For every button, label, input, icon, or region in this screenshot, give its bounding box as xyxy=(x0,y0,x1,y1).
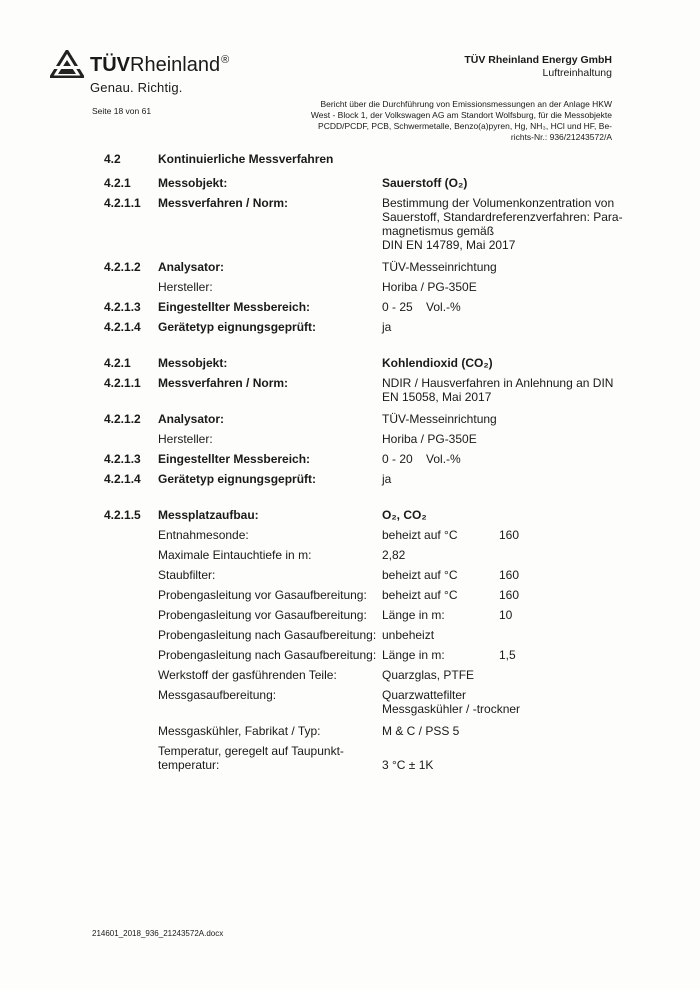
co2-hersteller: Hersteller: Horiba / PG-350E xyxy=(158,432,477,446)
setup-row-label: Werkstoff der gasführenden Teile: xyxy=(158,668,337,682)
setup-row-extra: 160 xyxy=(499,568,520,582)
setup-row xyxy=(104,548,624,568)
co2-messverfahren: 4.2.1.1 Messverfahren / Norm: NDIR / Hausverfahren in Anlehnung an DIN EN 15058, Mai 2017 xyxy=(104,376,614,404)
setup-row-label: Probengasleitung nach Gasaufbereitung: xyxy=(158,628,377,642)
document-body xyxy=(104,152,624,774)
triangle-logo-icon xyxy=(50,50,84,78)
setup-row-extra: 10 xyxy=(499,608,513,622)
setup-row-value: beheizt auf °C xyxy=(382,588,458,602)
setup-row-extra: 1,5 xyxy=(499,648,516,662)
section-heading: 4.2 Kontinuierliche Messverfahren xyxy=(104,152,334,166)
setup-row-cooler: Messgaskühler, Fabrikat / Typ: M & C / PSS 5 xyxy=(158,724,460,738)
o2-hersteller: Hersteller: Horiba / PG-350E xyxy=(158,280,477,294)
o2-messbereich: 4.2.1.3 Eingestellter Messbereich: 0 - 25 Vol.-% xyxy=(104,300,461,314)
setup-row xyxy=(104,628,624,648)
setup-row-value: Länge in m: xyxy=(382,648,445,662)
setup-row-label: Staubfilter: xyxy=(158,568,216,582)
setup-heading: 4.2.1.5 Messplatzaufbau: O₂, CO₂ xyxy=(104,508,427,522)
page-number: Seite 18 von 61 xyxy=(92,106,152,116)
setup-row-value: unbeheizt xyxy=(382,628,435,642)
setup-row-value: Länge in m: xyxy=(382,608,445,622)
co2-eignungsgeprueft: 4.2.1.4 Gerätetyp eignungsgeprüft: ja xyxy=(104,472,392,486)
co2-analysator: 4.2.1.2 Analysator: TÜV-Messeinrichtung xyxy=(104,412,497,426)
setup-row-label: Probengasleitung vor Gasaufbereitung: xyxy=(158,588,367,602)
setup-row xyxy=(104,588,624,608)
setup-row-value: beheizt auf °C xyxy=(382,528,458,542)
report-info: Bericht über die Durchführung von Emissionsmessungen an der Anlage HKW West - Block 1, der Volkswagen AG am Standort Wolfsburg, für die Messobjekte PCDD/PCDF, PCB, Schwermetalle, Benzo(a)pyren, Hg, NH₃, HCl und HF, Be- richts-Nr.: 936/21243572/A xyxy=(310,99,612,142)
o2-messverfahren: 4.2.1.1 Messverfahren / Norm: Bestimmung der Volumenkonzentration von Sauerstoff, Standardreferenzverfahren: Para- magnetismus gemäß DIN EN 14789, Mai 2017 xyxy=(104,196,623,252)
setup-row xyxy=(104,668,624,688)
setup-row-prep: Messgasaufbereitung: Quarzwattefilter Messgaskühler / -trockner xyxy=(158,688,521,716)
co2-messbereich: 4.2.1.3 Eingestellter Messbereich: 0 - 20 Vol.-% xyxy=(104,452,461,466)
setup-row xyxy=(104,608,624,628)
company-block xyxy=(464,54,612,80)
setup-row xyxy=(104,528,624,548)
footer-filename: 214601_2018_936_21243572A.docx xyxy=(92,929,224,938)
setup-row-extra: 160 xyxy=(499,588,520,602)
setup-rows xyxy=(104,528,624,688)
company-name: TÜV Rheinland Energy GmbH xyxy=(464,54,612,66)
setup-row xyxy=(104,648,624,668)
brand-name: TÜVRheinland® xyxy=(90,54,230,76)
tuv-logo xyxy=(50,46,250,106)
setup-row-label: Probengasleitung nach Gasaufbereitung: xyxy=(158,648,377,662)
company-department: Luftreinhaltung xyxy=(542,67,612,79)
setup-row xyxy=(104,568,624,588)
o2-analysator: 4.2.1.2 Analysator: TÜV-Messeinrichtung xyxy=(104,260,497,274)
setup-row-extra: 160 xyxy=(499,528,520,542)
setup-row-value: beheizt auf °C xyxy=(382,568,458,582)
co2-messobjekt: 4.2.1 Messobjekt: Kohlendioxid (CO₂) xyxy=(104,356,493,370)
brand-slogan: Genau. Richtig. xyxy=(90,80,183,95)
setup-row-label: Entnahmesonde: xyxy=(158,528,249,542)
setup-row-value: Quarzglas, PTFE xyxy=(382,668,475,682)
setup-row-label: Probengasleitung vor Gasaufbereitung: xyxy=(158,608,367,622)
setup-row-value: 2,82 xyxy=(382,548,406,562)
o2-messobjekt: 4.2.1 Messobjekt: Sauerstoff (O₂) xyxy=(104,176,468,190)
setup-row-label: Maximale Eintauchtiefe in m: xyxy=(158,548,312,562)
o2-eignungsgeprueft: 4.2.1.4 Gerätetyp eignungsgeprüft: ja xyxy=(104,320,392,334)
setup-row-temperature: Temperatur, geregelt auf Taupunkt- temperatur: 3 °C ± 1K xyxy=(158,744,434,772)
